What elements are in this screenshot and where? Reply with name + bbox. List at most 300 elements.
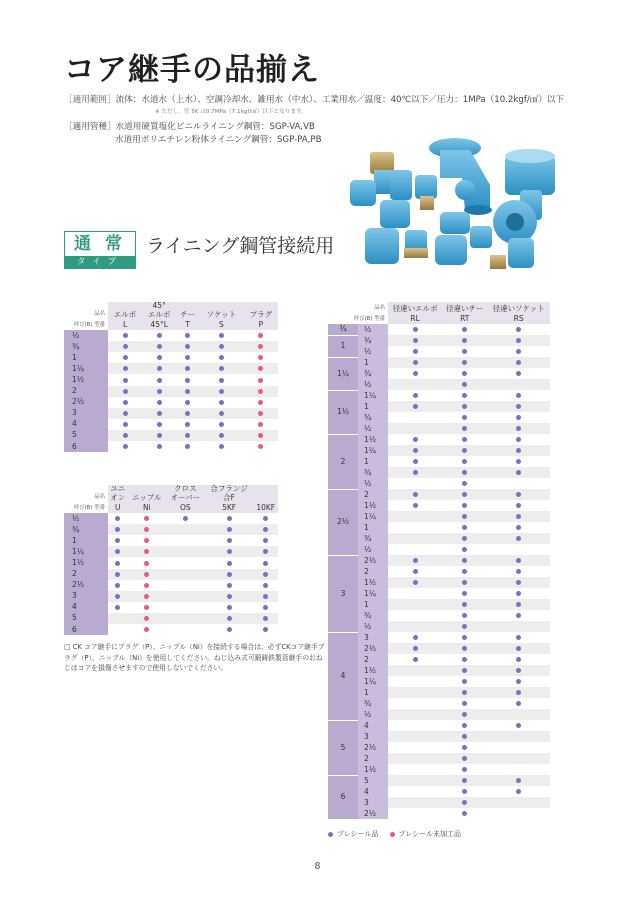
availability-cell — [442, 775, 487, 786]
preseal-dot — [123, 444, 128, 449]
preseal-dot — [462, 349, 467, 354]
preseal-dot — [462, 668, 467, 673]
preseal-dot — [462, 646, 467, 651]
table-row — [328, 533, 550, 544]
preseal-dot — [516, 525, 521, 530]
table-row — [328, 632, 550, 643]
availability-cell — [253, 580, 278, 591]
preseal-dot — [263, 583, 268, 588]
preseal-dot — [115, 561, 120, 566]
availability-cell — [442, 797, 487, 808]
table-row — [328, 709, 550, 720]
table-row — [328, 577, 550, 588]
legend-pink-dot — [390, 832, 395, 837]
availability-cell — [487, 599, 550, 610]
availability-cell — [442, 720, 487, 731]
table-row — [328, 599, 550, 610]
table-row — [64, 408, 278, 419]
preseal-dot — [516, 327, 521, 332]
availability-cell — [199, 430, 244, 441]
preseal-dot — [157, 378, 162, 383]
availability-cell — [128, 580, 166, 591]
availability-cell — [199, 330, 244, 341]
preseal-dot — [413, 558, 418, 563]
availability-cell — [388, 742, 442, 753]
availability-cell — [388, 610, 442, 621]
availability-cell — [442, 533, 487, 544]
size-cell: 1 — [64, 352, 108, 363]
availability-cell — [199, 363, 244, 374]
availability-cell — [128, 513, 166, 524]
table-row — [64, 419, 278, 430]
table-row — [328, 489, 550, 500]
preseal-dot — [227, 561, 232, 566]
branch-size-cell: 2 — [358, 753, 388, 764]
preseal-dot — [516, 657, 521, 662]
availability-cell — [388, 368, 442, 379]
preseal-dot — [462, 569, 467, 574]
preseal-dot — [516, 602, 521, 607]
column-header-name: ソケット — [199, 302, 244, 319]
table-row — [64, 624, 278, 635]
preseal-dot — [413, 657, 418, 662]
availability-cell — [108, 569, 128, 580]
availability-cell — [388, 434, 442, 445]
preseal-dot — [462, 789, 467, 794]
availability-cell — [388, 709, 442, 720]
branch-size-cell: ½ — [358, 709, 388, 720]
non-preseal-dot — [144, 561, 149, 566]
table-row — [328, 544, 550, 555]
availability-cell — [442, 566, 487, 577]
availability-cell — [442, 577, 487, 588]
size-cell: 2 — [64, 569, 108, 580]
preseal-dot — [123, 378, 128, 383]
footnote: □ CK コア継手にプラグ（P）、ニップル（Ni）を接続する場合は、必ずCKコア継手プラグ（P）、ニップル（Ni）を使用してください。ねじ込み式可鍛鋳鉄製管継手のおねじはコアを損傷させますので使用しないでください。 — [64, 643, 325, 672]
preseal-dot — [115, 538, 120, 543]
badge-top: 通 常 — [74, 234, 126, 254]
availability-cell — [253, 535, 278, 546]
availability-cell — [487, 434, 550, 445]
availability-cell — [442, 412, 487, 423]
availability-cell — [108, 397, 142, 408]
preseal-dot — [185, 355, 190, 360]
availability-cell — [487, 401, 550, 412]
table-row — [328, 401, 550, 412]
preseal-dot — [185, 366, 190, 371]
preseal-dot — [413, 448, 418, 453]
preseal-dot — [462, 525, 467, 530]
column-header-name — [253, 485, 278, 502]
table-row — [64, 580, 278, 591]
preseal-dot — [263, 605, 268, 610]
availability-cell — [199, 341, 244, 352]
preseal-dot — [516, 668, 521, 673]
availability-cell — [388, 632, 442, 643]
availability-cell — [487, 555, 550, 566]
availability-cell — [442, 379, 487, 390]
preseal-dot — [516, 635, 521, 640]
availability-cell — [442, 456, 487, 467]
availability-cell — [487, 379, 550, 390]
corner-code: 型番 — [94, 505, 105, 512]
availability-cell — [253, 613, 278, 624]
availability-cell — [244, 341, 278, 352]
preseal-dot — [263, 627, 268, 632]
preseal-dot — [462, 327, 467, 332]
availability-cell — [108, 602, 128, 613]
preseal-dot — [462, 426, 467, 431]
preseal-dot — [516, 393, 521, 398]
availability-cell — [176, 352, 199, 363]
availability-cell — [487, 577, 550, 588]
branch-size-cell: 5 — [358, 775, 388, 786]
preseal-dot — [516, 437, 521, 442]
table-row — [328, 797, 550, 808]
size-cell: 1¼ — [64, 363, 108, 374]
preseal-dot — [123, 422, 128, 427]
scope-text: 流体：水道水（上水）、空調冷却水、雑用水（中水）、工業用水／温度：40℃以下／圧力：1MPa（10.2kgf/㎠）以下 — [115, 95, 565, 105]
non-preseal-dot — [258, 411, 263, 416]
preseal-dot — [462, 536, 467, 541]
availability-cell — [108, 557, 128, 568]
availability-cell — [176, 386, 199, 397]
availability-cell — [487, 731, 550, 742]
branch-size-cell: 4 — [358, 786, 388, 797]
availability-cell — [442, 522, 487, 533]
availability-cell — [388, 786, 442, 797]
availability-cell — [205, 524, 254, 535]
availability-cell — [442, 511, 487, 522]
preseal-dot — [462, 503, 467, 508]
column-header-code: P — [244, 319, 278, 330]
table-row — [328, 742, 550, 753]
table-row — [64, 602, 278, 613]
branch-size-cell: ¾ — [358, 335, 388, 346]
branch-size-cell: 2½ — [358, 555, 388, 566]
availability-cell — [388, 522, 442, 533]
availability-cell — [487, 621, 550, 632]
column-header-name: クロス オーバー — [166, 485, 205, 502]
availability-cell — [253, 557, 278, 568]
table-row — [64, 569, 278, 580]
preseal-dot — [185, 400, 190, 405]
preseal-dot — [227, 572, 232, 577]
size-cell: 6 — [64, 624, 108, 635]
non-preseal-dot — [144, 605, 149, 610]
size-cell: 1½ — [64, 557, 108, 568]
column-header-name: チー — [176, 302, 199, 319]
preseal-dot — [516, 470, 521, 475]
availability-cell — [108, 524, 128, 535]
table-row — [328, 511, 550, 522]
non-preseal-dot — [258, 444, 263, 449]
preseal-dot — [123, 344, 128, 349]
preseal-dot — [462, 404, 467, 409]
preseal-dot — [462, 382, 467, 387]
column-header-code: OS — [166, 502, 205, 513]
preseal-dot — [185, 389, 190, 394]
preseal-dot — [413, 646, 418, 651]
preseal-dot — [123, 400, 128, 405]
preseal-dot — [516, 580, 521, 585]
branch-size-cell: ¾ — [358, 533, 388, 544]
non-preseal-dot — [144, 594, 149, 599]
availability-cell — [487, 676, 550, 687]
normal-type-badge — [64, 231, 136, 269]
preseal-dot — [516, 591, 521, 596]
availability-cell — [108, 513, 128, 524]
availability-cell — [388, 753, 442, 764]
branch-size-cell: 2 — [358, 566, 388, 577]
availability-cell — [205, 569, 254, 580]
preseal-dot — [462, 701, 467, 706]
preseal-dot — [516, 514, 521, 519]
corner-size-code — [328, 313, 388, 324]
non-preseal-dot — [258, 433, 263, 438]
availability-cell — [388, 379, 442, 390]
availability-cell — [388, 500, 442, 511]
availability-cell — [487, 390, 550, 401]
branch-size-cell: 1½ — [358, 577, 388, 588]
preseal-dot — [413, 503, 418, 508]
column-header-name: 径違いエルボ — [388, 302, 442, 313]
preseal-dot — [516, 404, 521, 409]
preseal-dot — [185, 411, 190, 416]
availability-cell — [176, 341, 199, 352]
preseal-dot — [462, 745, 467, 750]
corner-code: 型番 — [94, 322, 105, 329]
branch-size-cell: 2½ — [358, 742, 388, 753]
availability-cell — [142, 408, 176, 419]
availability-cell — [442, 665, 487, 676]
preseal-dot — [462, 811, 467, 816]
preseal-dot — [413, 371, 418, 376]
availability-cell — [442, 544, 487, 555]
non-preseal-dot — [144, 549, 149, 554]
availability-cell — [205, 602, 254, 613]
preseal-dot — [462, 624, 467, 629]
availability-cell — [442, 346, 487, 357]
size-cell: 3 — [64, 408, 108, 419]
availability-cell — [487, 357, 550, 368]
availability-cell — [487, 775, 550, 786]
availability-cell — [442, 731, 487, 742]
badge-bottom: タイプ — [65, 256, 135, 268]
column-header-code: S — [199, 319, 244, 330]
availability-cell — [166, 557, 205, 568]
preseal-dot — [462, 459, 467, 464]
page-title: コア継手の品揃え — [64, 52, 320, 88]
table-row — [328, 390, 550, 401]
preseal-dot — [413, 492, 418, 497]
fittings-table-2 — [64, 485, 278, 635]
non-preseal-dot — [144, 527, 149, 532]
table-row — [64, 330, 278, 341]
table-row — [328, 346, 550, 357]
branch-size-cell: 2½ — [358, 808, 388, 819]
table-row — [64, 374, 278, 385]
column-header-name: 径違いソケット — [487, 302, 550, 313]
branch-size-cell: 1½ — [358, 764, 388, 775]
table-row — [328, 467, 550, 478]
availability-cell — [442, 423, 487, 434]
availability-cell — [487, 489, 550, 500]
availability-cell — [128, 535, 166, 546]
availability-cell — [253, 624, 278, 635]
availability-cell — [253, 513, 278, 524]
legend-purple-dot — [328, 832, 333, 837]
availability-cell — [205, 513, 254, 524]
branch-size-cell: ¾ — [358, 412, 388, 423]
nominal-size-cell: 5 — [328, 720, 358, 775]
availability-cell — [176, 363, 199, 374]
pipe-line1: 水道用硬質塩化ビニルライニング鋼管：SGP-VA,VB — [115, 122, 315, 132]
size-cell: 4 — [64, 602, 108, 613]
availability-cell — [142, 386, 176, 397]
branch-size-cell: 1½ — [358, 434, 388, 445]
application-scope — [64, 93, 564, 105]
availability-cell — [442, 610, 487, 621]
preseal-dot — [413, 569, 418, 574]
branch-size-cell: 1 — [358, 687, 388, 698]
availability-cell — [487, 522, 550, 533]
branch-size-cell: 2½ — [358, 643, 388, 654]
preseal-dot — [227, 583, 232, 588]
nominal-size-cell: 3 — [328, 555, 358, 632]
availability-cell — [176, 441, 199, 452]
availability-cell — [487, 412, 550, 423]
preseal-dot — [219, 378, 224, 383]
preseal-dot — [462, 492, 467, 497]
preseal-dot — [462, 635, 467, 640]
column-header-name: 45° エルボ — [142, 302, 176, 319]
branch-size-cell: ¾ — [358, 467, 388, 478]
availability-cell — [244, 386, 278, 397]
size-cell: 5 — [64, 613, 108, 624]
availability-cell — [388, 511, 442, 522]
availability-cell — [108, 535, 128, 546]
preseal-dot — [516, 723, 521, 728]
preseal-dot — [516, 492, 521, 497]
availability-cell — [487, 808, 550, 819]
preseal-dot — [462, 393, 467, 398]
availability-cell — [388, 599, 442, 610]
availability-cell — [142, 330, 176, 341]
column-header-code: 10KF — [253, 502, 278, 513]
nominal-size-cell: 2 — [328, 434, 358, 489]
preseal-dot — [263, 538, 268, 543]
preseal-dot — [462, 558, 467, 563]
availability-cell — [244, 363, 278, 374]
size-cell: 1½ — [64, 374, 108, 385]
availability-cell — [442, 489, 487, 500]
preseal-dot — [185, 344, 190, 349]
availability-cell — [487, 500, 550, 511]
availability-cell — [442, 467, 487, 478]
corner-name: 品名 — [374, 305, 385, 311]
preseal-dot — [462, 756, 467, 761]
availability-cell — [128, 557, 166, 568]
legend-purple-label: プレシール品 — [337, 830, 379, 838]
availability-cell — [108, 546, 128, 557]
availability-cell — [487, 467, 550, 478]
preseal-dot — [462, 712, 467, 717]
availability-cell — [166, 546, 205, 557]
section-subtitle: ライニング鋼管接続用 — [146, 235, 335, 257]
availability-cell — [388, 676, 442, 687]
availability-cell — [128, 602, 166, 613]
availability-cell — [253, 546, 278, 557]
availability-cell — [388, 335, 442, 346]
non-preseal-dot — [258, 344, 263, 349]
preseal-dot — [183, 516, 188, 521]
preseal-dot — [115, 605, 120, 610]
availability-cell — [388, 588, 442, 599]
availability-cell — [244, 374, 278, 385]
availability-cell — [388, 423, 442, 434]
nominal-size-cell: 2½ — [328, 489, 358, 555]
table-row — [328, 764, 550, 775]
preseal-dot — [185, 378, 190, 383]
availability-cell — [442, 654, 487, 665]
preseal-dot — [263, 561, 268, 566]
non-preseal-dot — [144, 627, 149, 632]
availability-cell — [108, 441, 142, 452]
availability-cell — [388, 478, 442, 489]
availability-cell — [108, 580, 128, 591]
preseal-dot — [413, 393, 418, 398]
preseal-dot — [115, 527, 120, 532]
availability-cell — [388, 577, 442, 588]
availability-cell — [166, 580, 205, 591]
preseal-dot — [227, 594, 232, 599]
non-preseal-dot — [258, 366, 263, 371]
table-row — [328, 676, 550, 687]
availability-cell — [244, 408, 278, 419]
availability-cell — [166, 624, 205, 635]
availability-cell — [108, 624, 128, 635]
availability-cell — [487, 335, 550, 346]
table-row — [328, 368, 550, 379]
nominal-size-cell: 1½ — [328, 390, 358, 434]
availability-cell — [205, 557, 254, 568]
table-row — [328, 731, 550, 742]
availability-cell — [142, 419, 176, 430]
availability-cell — [388, 687, 442, 698]
availability-cell — [388, 555, 442, 566]
availability-cell — [487, 456, 550, 467]
availability-cell — [487, 423, 550, 434]
preseal-dot — [115, 594, 120, 599]
availability-cell — [199, 352, 244, 363]
branch-size-cell: 3 — [358, 632, 388, 643]
availability-cell — [253, 602, 278, 613]
nominal-size-cell: 6 — [328, 775, 358, 819]
column-header-code: RS — [487, 313, 550, 324]
table-row — [328, 610, 550, 621]
availability-cell — [388, 533, 442, 544]
preseal-dot — [263, 527, 268, 532]
applicable-pipes — [64, 121, 321, 147]
legend — [328, 829, 461, 839]
preseal-dot — [263, 594, 268, 599]
column-header-name: 径違いチー — [442, 302, 487, 313]
availability-cell — [388, 621, 442, 632]
column-header-name: ユニ オン — [108, 485, 128, 502]
corner-size-code — [64, 319, 108, 330]
preseal-dot — [219, 355, 224, 360]
